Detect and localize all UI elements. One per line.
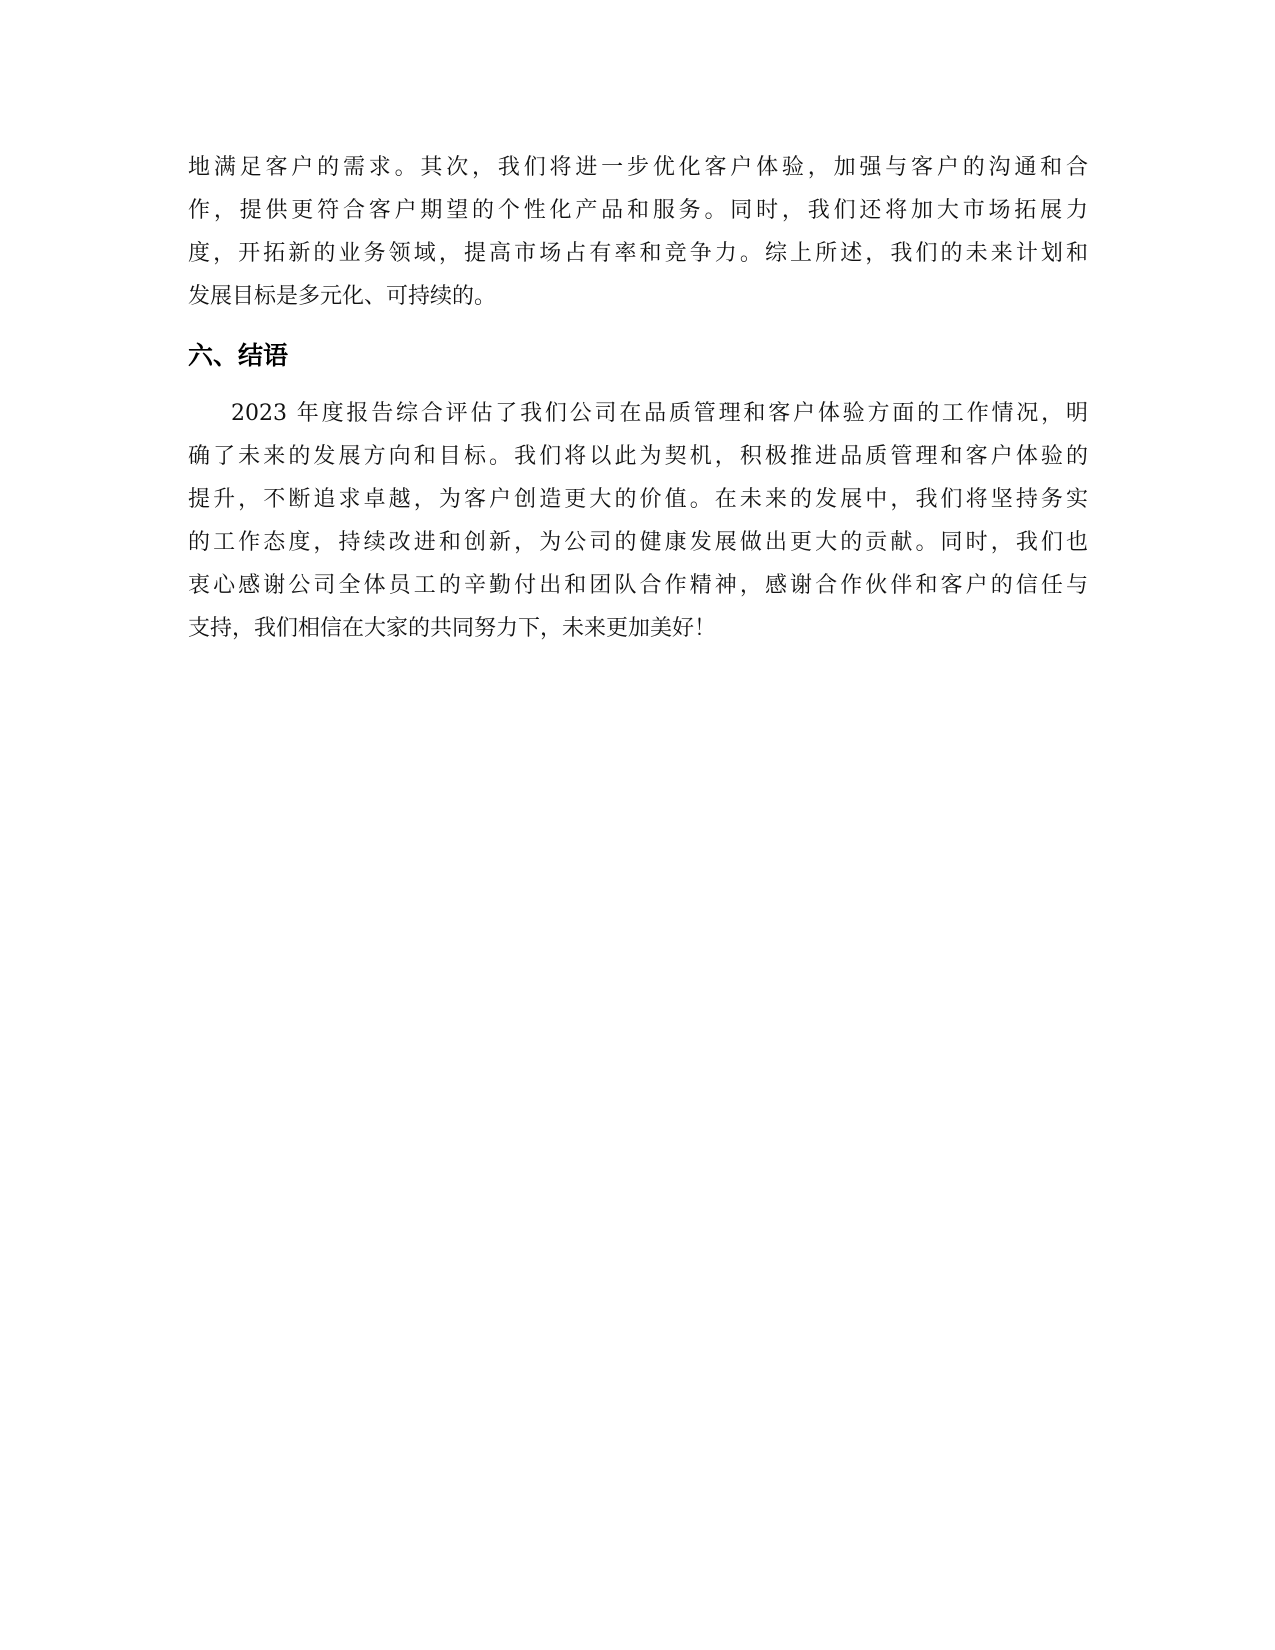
text-line: 度，开拓新的业务领域，提高市场占有率和竞争力。综上所述，我们的未来计划和 (188, 241, 1088, 266)
paragraph-future-plans (188, 146, 1088, 318)
page-content (188, 146, 1088, 650)
text-line: 发展目标是多元化、可持续的。 (188, 284, 497, 309)
text-line: 衷心感谢公司全体员工的辛勤付出和团队合作精神，感谢合作伙伴和客户的信任与 (188, 573, 1088, 598)
text-line: 提升，不断追求卓越，为客户创造更大的价值。在未来的发展中，我们将坚持务实 (188, 487, 1088, 512)
text-line: 确了未来的发展方向和目标。我们将以此为契机，积极推进品质管理和客户体验的 (188, 444, 1088, 469)
text-line: 2023 年度报告综合评估了我们公司在品质管理和客户体验方面的工作情况，明 (231, 401, 1088, 426)
text-line: 支持，我们相信在大家的共同努力下，未来更加美好！ (188, 616, 717, 641)
section-heading-conclusion: 六、结语 (188, 341, 289, 370)
text-line: 作，提供更符合客户期望的个性化产品和服务。同时，我们还将加大市场拓展力 (188, 198, 1088, 223)
text-line: 的工作态度，持续改进和创新，为公司的健康发展做出更大的贡献。同时，我们也 (188, 530, 1088, 555)
text-line: 地满足客户的需求。其次，我们将进一步优化客户体验，加强与客户的沟通和合 (188, 155, 1088, 180)
paragraph-conclusion (188, 392, 1088, 650)
